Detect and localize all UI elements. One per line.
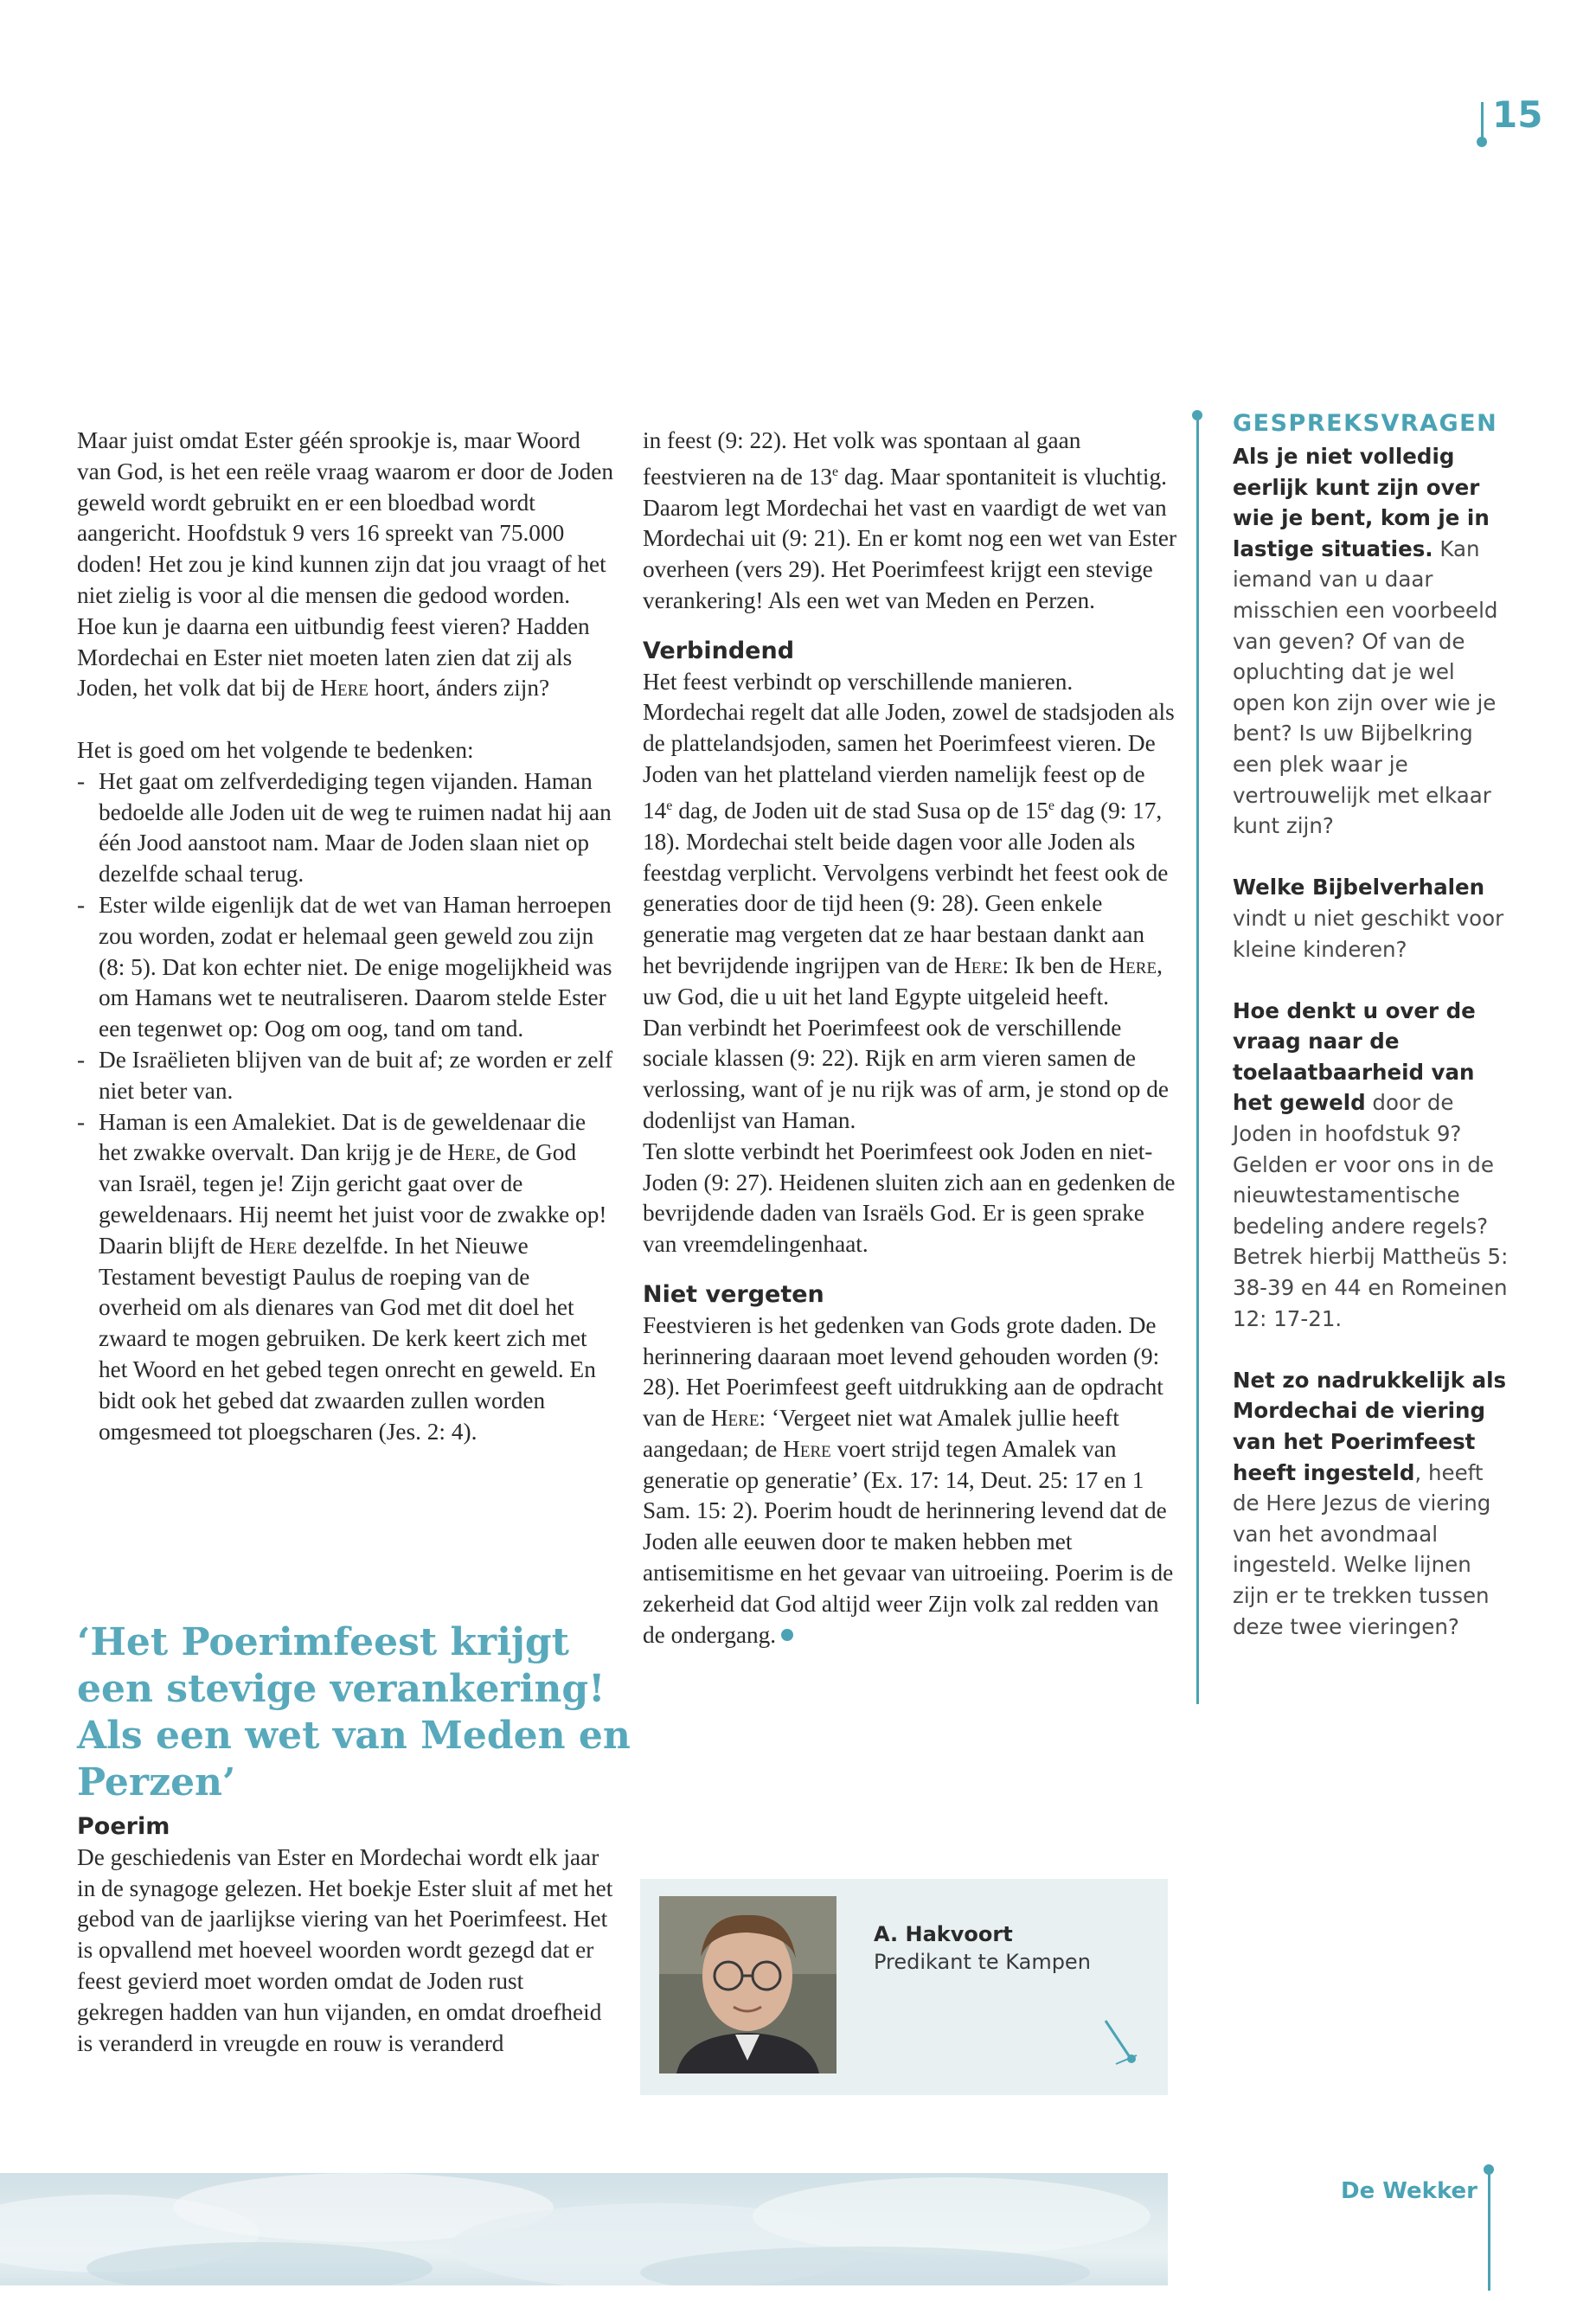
text: Het feest verbindt op verschillende manieren. Mordechai regelt dat alle Joden, zowel de stadsjoden als de plattelandsjoden, samen het Poerimfeest vieren. De Joden van het platteland vierden namelijk feest op de 14 <box>643 668 1175 824</box>
question-text: , heeft de Here Jezus de viering van het avondmaal ingesteld. Welke lijnen zijn er te trekken tussen deze twee vieringen? <box>1233 1459 1491 1639</box>
question-bold: Hoe denkt u over de vraag naar de toelaatbaarheid van het geweld <box>1233 997 1476 1116</box>
pen-icon <box>1099 2017 1142 2069</box>
list-item <box>77 766 613 890</box>
superscript: e <box>1048 798 1054 813</box>
superscript: e <box>832 464 839 479</box>
section-poerim <box>77 1811 613 2059</box>
author-photo <box>659 1896 836 2073</box>
paragraph <box>77 426 613 704</box>
paragraph: Ten slotte verbindt het Poerimfeest ook Joden en niet-Joden (9: 27). Heidenen sluiten zich aan en gedenken de bevrijdende daden van Israëls God. Er is geen sprake van vreemdelingenhaat. <box>643 1138 1176 1258</box>
text: Feestvieren is het gedenken van Gods grote daden. De herinnering daaraan moet levend gehouden worden (9: 28). Het Poerimfeest geeft uitdrukking aan de opdracht van de <box>643 1311 1163 1432</box>
list-item-text: Ester wilde eigenlijk dat de wet van Haman herroepen zou worden, zodat er helemaal geen geweld zou zijn (8: 5). Dat kon echter niet. De enige mogelijkheid was om Hamans wet te neutraliseren. Daarom stelde Ester een tegenwet op: Oog om oog, tand om tand. <box>99 891 612 1042</box>
dash: - <box>77 891 86 918</box>
list-item-text: De Israëlieten blijven van de buit af; ze worden er zelf niet beter van. <box>99 1046 613 1104</box>
question-text: door de Joden in hoofdstuk 9? Gelden er voor ons in de nieuwtestamentische bedeling andere regels? Betrek hierbij Mattheüs 5: 38-39 en 44 en Romeinen 12: 17-21. <box>1233 1090 1509 1331</box>
footer-sky-image <box>0 2173 1168 2285</box>
sidebar-title: GESPREKSVRAGEN <box>1233 410 1498 437</box>
text: in feest (9: 22). Het volk was spontaan al gaan feestvieren na de 13 <box>643 427 1081 490</box>
text: , de God van Israël, tegen je! Zijn gericht gaat over de geweldenaars. Hij neemt het juist voor de zwakke op! Daarin blijft de <box>99 1139 607 1259</box>
magazine-name: De Wekker <box>1341 2178 1477 2204</box>
author-name: A. Hakvoort <box>874 1922 1013 1946</box>
section-heading: Verbindend <box>643 637 795 664</box>
text: dag, de Joden uit de stad Susa op de 15 <box>672 797 1048 824</box>
question-text: Kan iemand van u daar misschien een voorbeeld van geven? Of van de opluchting dat je wel open kon zijn over wie je bent? Is uw Bijbelkring een plek waar je vertrouwelijk met elkaar kunt zijn? <box>1233 535 1498 839</box>
question-bold: Net zo nadrukkelijk als Mordechai de viering van het Poerimfeest heeft ingesteld <box>1233 1367 1507 1485</box>
here-smallcaps: Here <box>320 675 369 702</box>
author-role: Predikant te Kampen <box>874 1950 1091 1974</box>
here-smallcaps: Here <box>710 1405 760 1432</box>
pull-quote: ‘Het Poerimfeest krijgt een stevige verankering! Als een wet van Meden en Perzen’ <box>77 1620 631 1804</box>
sidebar-question <box>1233 1365 1509 1642</box>
dash: - <box>77 1046 86 1073</box>
end-of-article-dot <box>781 1629 793 1641</box>
here-smallcaps: Here <box>447 1139 496 1166</box>
list-item-text <box>99 1107 613 1448</box>
page-number-dot <box>1477 137 1487 147</box>
article-column-1 <box>77 426 613 1447</box>
text: : ‘Vergeet niet wat Amalek jullie heeft aangedaan; de <box>643 1405 1119 1462</box>
section-heading: Niet vergeten <box>643 1280 824 1308</box>
list-item <box>77 1107 613 1448</box>
author-box <box>640 1879 1168 2095</box>
sidebar-dot <box>1192 410 1202 420</box>
sidebar-gespreksvragen <box>1233 407 1509 1642</box>
text: Haman is een Amalekiet. Dat is de geweldenaar die het zwakke overvalt. Dan krijg je de <box>99 1108 586 1166</box>
list-item <box>77 890 613 1045</box>
paragraph <box>643 667 1179 1013</box>
here-smallcaps: Here <box>248 1232 298 1259</box>
footer-dot <box>1484 2164 1494 2175</box>
paragraph: Het is goed om het volgende te bedenken: <box>77 736 474 763</box>
text: voert strijd tegen Amalek van generatie op generatie’ (Ex. 17: 14, Deut. 25: 17 en 1 Sam. 15: 2). Poerim houdt de herinnering levend dat de Joden alle eeuwen door te maken hebben met antisemitisme en het gevaar van uitroeiing. Poerim is de zekerheid dat God altijd weer Zijn volk zal redden van de ondergang. <box>643 1435 1174 1648</box>
here-smallcaps: Here <box>1108 952 1157 978</box>
text: dag. Maar spontaniteit is vluchtig. Daarom legt Mordechai het vast en vaardigt de wet van Mordechai uit (9: 21). En er komt nog een wet van Ester overheen (vers 29). Het Poerimfeest krijgt een stevige verankering! Als een wet van Meden en Perzen. <box>643 463 1177 614</box>
text: dezelfde. In het Nieuwe Testament bevestigt Paulus de roeping van de overheid om als dienares van God met dit doel het zwaard te mogen gebruiken. De kerk keert zich met het Woord en het gebed tegen onrecht en geweld. En bidt ook het gebed dat zwaarden zullen worden omgesmeed tot ploegscharen (Jes. 2: 4). <box>99 1232 596 1445</box>
sidebar-question <box>1233 441 1509 842</box>
text: Maar juist omdat Ester géén sprookje is, maar Woord van God, is het een reële vraag waarom er door de Joden geweld wordt gebruikt en er een bloedbad wordt aangericht. Hoofdstuk 9 vers 16 spreekt van 75.000 doden! Het zou je kind kunnen zijn dat jou vraagt of het niet zielig is voor al die mensen die gedood worden. Hoe kun je daarna een uitbundig feest vieren? Hadden Mordechai en Ester niet moeten laten zien dat zij als Joden, het volk dat bij de <box>77 427 613 702</box>
sidebar-rule <box>1196 415 1199 1704</box>
article-column-2 <box>643 426 1179 1650</box>
text: dag (9: 17, 18). Mordechai stelt beide dagen voor alle Joden als feestdag verplicht. Vervolgens verbindt het feest ook de generaties door de tijd heen (9: 28). Geen enkele generatie mag vergeten dat ze haar bestaan dankt aan het bevrijdende ingrijpen van de <box>643 797 1169 978</box>
page-number: 15 <box>1492 93 1543 136</box>
question-bold: Als je niet volledig eerlijk kunt zijn over wie je bent, kom je in lastige situaties. <box>1233 444 1490 561</box>
sidebar-question <box>1233 996 1509 1335</box>
list-item <box>77 1045 613 1107</box>
dash: - <box>77 767 86 794</box>
text: , uw God, die u uit het land Egypte uitgeleid heeft. <box>643 952 1163 1009</box>
paragraph: Dan verbindt het Poerimfeest ook de verschillende sociale klassen (9: 22). Rijk en arm vieren samen de verlossing, want of je nu rijk was of arm, je stond op de dodenlijst van Haman. <box>643 1014 1169 1133</box>
paragraph: De geschiedenis van Ester en Mordechai wordt elk jaar in de synagoge gelezen. Het boekje Ester sluit af met het gebod van de jaarlijkse viering van het Poerimfeest. Het is opvallend met hoeveel woorden wordt gezegd dat er feest gevierd moet worden omdat de Joden rust gekregen hadden van hun vijanden, en omdat droefheid is veranderd in vreugde en rouw is veranderd <box>77 1843 613 2056</box>
dash: - <box>77 1108 86 1135</box>
section-heading: Poerim <box>77 1813 170 1840</box>
here-smallcaps: Here <box>954 952 1003 978</box>
paragraph <box>643 426 1179 617</box>
superscript: e <box>666 798 673 813</box>
question-text: vindt u niet geschikt voor kleine kinderen? <box>1233 905 1504 962</box>
here-smallcaps: Here <box>783 1435 831 1462</box>
question-bold: Welke Bijbelverhalen <box>1233 875 1485 901</box>
text: : Ik ben de <box>1002 952 1109 978</box>
footer-rule <box>1488 2170 1490 2291</box>
paragraph <box>643 1311 1179 1651</box>
text: hoort, ánders zijn? <box>368 675 550 702</box>
sidebar-question <box>1233 872 1509 965</box>
list-item-text: Het gaat om zelfverdediging tegen vijanden. Haman bedoelde alle Joden uit de weg te ruimen nadat hij aan één Jood aanstoot nam. Maar de Joden slaan niet op dezelfde schaal terug. <box>99 767 612 888</box>
